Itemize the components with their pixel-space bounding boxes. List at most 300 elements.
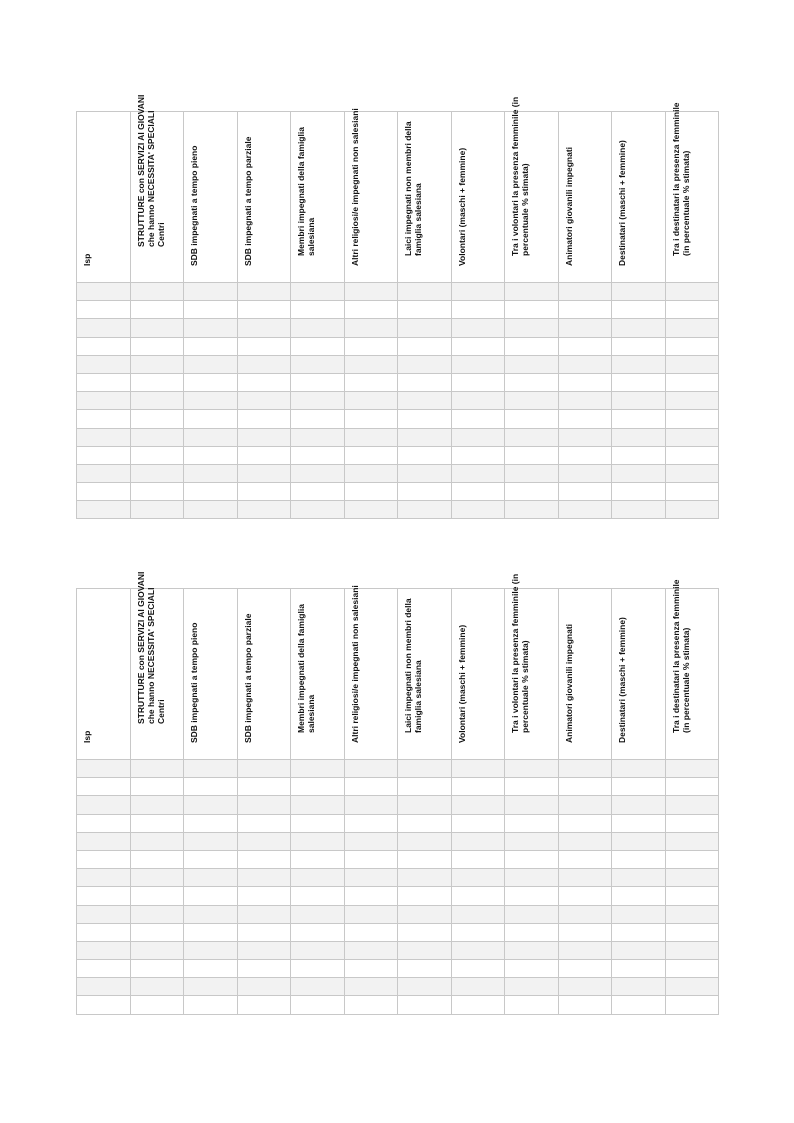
- table-cell[interactable]: [77, 814, 131, 832]
- table-cell[interactable]: [505, 978, 559, 996]
- table-cell[interactable]: [291, 319, 345, 337]
- table-cell[interactable]: [558, 850, 612, 868]
- table-cell[interactable]: [451, 355, 505, 373]
- table-cell[interactable]: [77, 760, 131, 778]
- table-cell[interactable]: [344, 501, 398, 519]
- table-cell[interactable]: [77, 446, 131, 464]
- table-cell[interactable]: [558, 319, 612, 337]
- table-cell[interactable]: [130, 796, 184, 814]
- table-cell[interactable]: [398, 941, 452, 959]
- table-cell[interactable]: [291, 501, 345, 519]
- table-cell[interactable]: [77, 501, 131, 519]
- table-cell[interactable]: [237, 373, 291, 391]
- table-cell[interactable]: [398, 464, 452, 482]
- table-cell[interactable]: [505, 887, 559, 905]
- table-cell[interactable]: [344, 850, 398, 868]
- table-cell[interactable]: [184, 796, 238, 814]
- table-cell[interactable]: [291, 392, 345, 410]
- table-cell[interactable]: [665, 796, 719, 814]
- table-cell[interactable]: [398, 996, 452, 1014]
- table-cell[interactable]: [344, 869, 398, 887]
- table-cell[interactable]: [344, 337, 398, 355]
- table-cell[interactable]: [505, 960, 559, 978]
- table-cell[interactable]: [505, 941, 559, 959]
- table-cell[interactable]: [344, 283, 398, 301]
- table-cell[interactable]: [184, 869, 238, 887]
- table-cell[interactable]: [77, 978, 131, 996]
- table-cell[interactable]: [558, 778, 612, 796]
- table-cell[interactable]: [344, 832, 398, 850]
- table-cell[interactable]: [291, 941, 345, 959]
- table-cell[interactable]: [505, 428, 559, 446]
- table-cell[interactable]: [398, 887, 452, 905]
- table-cell[interactable]: [665, 832, 719, 850]
- table-cell[interactable]: [184, 446, 238, 464]
- table-cell[interactable]: [451, 337, 505, 355]
- table-cell[interactable]: [184, 301, 238, 319]
- table-cell[interactable]: [558, 832, 612, 850]
- table-cell[interactable]: [184, 355, 238, 373]
- table-cell[interactable]: [398, 978, 452, 996]
- table-cell[interactable]: [130, 301, 184, 319]
- table-cell[interactable]: [130, 978, 184, 996]
- table-cell[interactable]: [184, 392, 238, 410]
- table-cell[interactable]: [237, 869, 291, 887]
- table-cell[interactable]: [612, 814, 666, 832]
- table-cell[interactable]: [77, 996, 131, 1014]
- table-cell[interactable]: [505, 464, 559, 482]
- table-cell[interactable]: [398, 778, 452, 796]
- table-cell[interactable]: [451, 850, 505, 868]
- table-cell[interactable]: [398, 301, 452, 319]
- table-cell[interactable]: [398, 392, 452, 410]
- table-cell[interactable]: [291, 923, 345, 941]
- table-cell[interactable]: [665, 501, 719, 519]
- table-cell[interactable]: [612, 483, 666, 501]
- table-cell[interactable]: [77, 483, 131, 501]
- table-cell[interactable]: [77, 887, 131, 905]
- table-cell[interactable]: [398, 850, 452, 868]
- table-cell[interactable]: [130, 428, 184, 446]
- table-cell[interactable]: [291, 978, 345, 996]
- table-cell[interactable]: [130, 887, 184, 905]
- table-cell[interactable]: [184, 428, 238, 446]
- table-cell[interactable]: [665, 905, 719, 923]
- table-cell[interactable]: [237, 464, 291, 482]
- table-cell[interactable]: [451, 923, 505, 941]
- table-cell[interactable]: [505, 301, 559, 319]
- table-cell[interactable]: [612, 923, 666, 941]
- table-cell[interactable]: [237, 301, 291, 319]
- table-cell[interactable]: [558, 996, 612, 1014]
- table-cell[interactable]: [77, 373, 131, 391]
- table-cell[interactable]: [130, 996, 184, 1014]
- table-cell[interactable]: [558, 941, 612, 959]
- table-cell[interactable]: [665, 392, 719, 410]
- table-cell[interactable]: [451, 373, 505, 391]
- table-cell[interactable]: [130, 869, 184, 887]
- table-cell[interactable]: [130, 373, 184, 391]
- table-cell[interactable]: [398, 796, 452, 814]
- table-cell[interactable]: [130, 960, 184, 978]
- table-cell[interactable]: [291, 464, 345, 482]
- table-cell[interactable]: [558, 905, 612, 923]
- table-cell[interactable]: [665, 319, 719, 337]
- table-cell[interactable]: [184, 923, 238, 941]
- table-cell[interactable]: [237, 428, 291, 446]
- table-cell[interactable]: [612, 319, 666, 337]
- table-cell[interactable]: [237, 978, 291, 996]
- table-cell[interactable]: [505, 355, 559, 373]
- table-cell[interactable]: [558, 337, 612, 355]
- table-cell[interactable]: [77, 832, 131, 850]
- table-cell[interactable]: [505, 446, 559, 464]
- table-cell[interactable]: [665, 869, 719, 887]
- table-cell[interactable]: [451, 446, 505, 464]
- table-cell[interactable]: [184, 996, 238, 1014]
- table-cell[interactable]: [184, 778, 238, 796]
- table-cell[interactable]: [665, 887, 719, 905]
- table-cell[interactable]: [451, 905, 505, 923]
- table-cell[interactable]: [558, 464, 612, 482]
- table-cell[interactable]: [184, 319, 238, 337]
- table-cell[interactable]: [665, 464, 719, 482]
- table-cell[interactable]: [398, 905, 452, 923]
- table-cell[interactable]: [398, 319, 452, 337]
- table-cell[interactable]: [344, 778, 398, 796]
- table-cell[interactable]: [130, 283, 184, 301]
- table-cell[interactable]: [665, 960, 719, 978]
- table-cell[interactable]: [612, 778, 666, 796]
- table-cell[interactable]: [344, 464, 398, 482]
- table-cell[interactable]: [398, 446, 452, 464]
- table-cell[interactable]: [398, 869, 452, 887]
- table-cell[interactable]: [130, 814, 184, 832]
- table-cell[interactable]: [612, 392, 666, 410]
- table-cell[interactable]: [344, 355, 398, 373]
- table-cell[interactable]: [665, 760, 719, 778]
- table-cell[interactable]: [612, 850, 666, 868]
- table-cell[interactable]: [77, 319, 131, 337]
- table-cell[interactable]: [451, 978, 505, 996]
- table-cell[interactable]: [505, 373, 559, 391]
- table-cell[interactable]: [612, 978, 666, 996]
- table-cell[interactable]: [237, 483, 291, 501]
- table-cell[interactable]: [291, 760, 345, 778]
- table-cell[interactable]: [451, 960, 505, 978]
- table-cell[interactable]: [291, 283, 345, 301]
- table-cell[interactable]: [398, 355, 452, 373]
- table-cell[interactable]: [77, 960, 131, 978]
- table-cell[interactable]: [451, 887, 505, 905]
- table-cell[interactable]: [291, 960, 345, 978]
- table-cell[interactable]: [291, 905, 345, 923]
- table-cell[interactable]: [130, 778, 184, 796]
- table-cell[interactable]: [77, 428, 131, 446]
- table-cell[interactable]: [344, 483, 398, 501]
- table-cell[interactable]: [612, 905, 666, 923]
- table-cell[interactable]: [665, 778, 719, 796]
- table-cell[interactable]: [344, 814, 398, 832]
- table-cell[interactable]: [237, 960, 291, 978]
- table-cell[interactable]: [184, 960, 238, 978]
- table-cell[interactable]: [237, 410, 291, 428]
- table-cell[interactable]: [558, 869, 612, 887]
- table-cell[interactable]: [130, 319, 184, 337]
- table-cell[interactable]: [558, 501, 612, 519]
- table-cell[interactable]: [558, 796, 612, 814]
- table-cell[interactable]: [398, 483, 452, 501]
- table-cell[interactable]: [505, 392, 559, 410]
- table-cell[interactable]: [77, 392, 131, 410]
- table-cell[interactable]: [344, 905, 398, 923]
- table-cell[interactable]: [612, 796, 666, 814]
- table-cell[interactable]: [291, 410, 345, 428]
- table-cell[interactable]: [130, 337, 184, 355]
- table-cell[interactable]: [344, 410, 398, 428]
- table-cell[interactable]: [291, 850, 345, 868]
- table-cell[interactable]: [184, 905, 238, 923]
- table-cell[interactable]: [237, 355, 291, 373]
- table-cell[interactable]: [77, 778, 131, 796]
- table-cell[interactable]: [451, 760, 505, 778]
- table-cell[interactable]: [451, 941, 505, 959]
- table-cell[interactable]: [558, 923, 612, 941]
- table-cell[interactable]: [184, 501, 238, 519]
- table-cell[interactable]: [130, 923, 184, 941]
- table-cell[interactable]: [505, 996, 559, 1014]
- table-cell[interactable]: [612, 996, 666, 1014]
- table-cell[interactable]: [291, 483, 345, 501]
- table-cell[interactable]: [451, 869, 505, 887]
- table-cell[interactable]: [184, 814, 238, 832]
- table-cell[interactable]: [77, 905, 131, 923]
- table-cell[interactable]: [291, 355, 345, 373]
- table-cell[interactable]: [612, 373, 666, 391]
- table-cell[interactable]: [344, 319, 398, 337]
- table-cell[interactable]: [451, 301, 505, 319]
- table-cell[interactable]: [558, 392, 612, 410]
- table-cell[interactable]: [665, 446, 719, 464]
- table-cell[interactable]: [558, 960, 612, 978]
- table-cell[interactable]: [665, 355, 719, 373]
- table-cell[interactable]: [344, 960, 398, 978]
- table-cell[interactable]: [291, 373, 345, 391]
- table-cell[interactable]: [237, 446, 291, 464]
- table-cell[interactable]: [130, 410, 184, 428]
- table-cell[interactable]: [451, 501, 505, 519]
- table-cell[interactable]: [612, 887, 666, 905]
- table-cell[interactable]: [612, 832, 666, 850]
- table-cell[interactable]: [612, 283, 666, 301]
- table-cell[interactable]: [558, 355, 612, 373]
- table-cell[interactable]: [291, 778, 345, 796]
- table-cell[interactable]: [344, 428, 398, 446]
- table-cell[interactable]: [505, 832, 559, 850]
- table-cell[interactable]: [451, 814, 505, 832]
- table-cell[interactable]: [505, 814, 559, 832]
- table-cell[interactable]: [130, 501, 184, 519]
- table-cell[interactable]: [291, 428, 345, 446]
- table-cell[interactable]: [237, 760, 291, 778]
- table-cell[interactable]: [291, 796, 345, 814]
- table-cell[interactable]: [558, 483, 612, 501]
- table-cell[interactable]: [451, 996, 505, 1014]
- table-cell[interactable]: [398, 337, 452, 355]
- table-cell[interactable]: [612, 869, 666, 887]
- table-cell[interactable]: [505, 501, 559, 519]
- table-cell[interactable]: [451, 483, 505, 501]
- table-cell[interactable]: [130, 905, 184, 923]
- table-cell[interactable]: [130, 941, 184, 959]
- table-cell[interactable]: [237, 905, 291, 923]
- table-cell[interactable]: [612, 464, 666, 482]
- table-cell[interactable]: [558, 373, 612, 391]
- table-cell[interactable]: [558, 814, 612, 832]
- table-cell[interactable]: [665, 923, 719, 941]
- table-cell[interactable]: [291, 996, 345, 1014]
- table-cell[interactable]: [237, 337, 291, 355]
- table-cell[interactable]: [184, 337, 238, 355]
- table-cell[interactable]: [237, 392, 291, 410]
- table-cell[interactable]: [291, 301, 345, 319]
- table-cell[interactable]: [398, 760, 452, 778]
- table-cell[interactable]: [77, 850, 131, 868]
- table-cell[interactable]: [398, 814, 452, 832]
- table-cell[interactable]: [291, 832, 345, 850]
- table-cell[interactable]: [130, 483, 184, 501]
- table-cell[interactable]: [237, 814, 291, 832]
- table-cell[interactable]: [398, 283, 452, 301]
- table-cell[interactable]: [558, 283, 612, 301]
- table-cell[interactable]: [505, 760, 559, 778]
- table-cell[interactable]: [612, 410, 666, 428]
- table-cell[interactable]: [665, 996, 719, 1014]
- table-cell[interactable]: [291, 814, 345, 832]
- table-cell[interactable]: [398, 410, 452, 428]
- table-cell[interactable]: [665, 814, 719, 832]
- table-cell[interactable]: [505, 869, 559, 887]
- table-cell[interactable]: [291, 446, 345, 464]
- table-cell[interactable]: [344, 923, 398, 941]
- table-cell[interactable]: [237, 850, 291, 868]
- table-cell[interactable]: [665, 410, 719, 428]
- table-cell[interactable]: [237, 796, 291, 814]
- table-cell[interactable]: [237, 923, 291, 941]
- table-cell[interactable]: [184, 373, 238, 391]
- table-cell[interactable]: [291, 869, 345, 887]
- table-cell[interactable]: [77, 337, 131, 355]
- table-cell[interactable]: [77, 941, 131, 959]
- table-cell[interactable]: [344, 301, 398, 319]
- table-cell[interactable]: [237, 319, 291, 337]
- table-cell[interactable]: [398, 428, 452, 446]
- table-cell[interactable]: [612, 355, 666, 373]
- table-cell[interactable]: [612, 301, 666, 319]
- table-cell[interactable]: [558, 410, 612, 428]
- table-cell[interactable]: [237, 283, 291, 301]
- table-cell[interactable]: [237, 778, 291, 796]
- table-cell[interactable]: [451, 832, 505, 850]
- table-cell[interactable]: [612, 428, 666, 446]
- table-cell[interactable]: [77, 796, 131, 814]
- table-cell[interactable]: [344, 392, 398, 410]
- table-cell[interactable]: [612, 960, 666, 978]
- table-cell[interactable]: [505, 483, 559, 501]
- table-cell[interactable]: [612, 760, 666, 778]
- table-cell[interactable]: [130, 355, 184, 373]
- table-cell[interactable]: [451, 410, 505, 428]
- table-cell[interactable]: [344, 996, 398, 1014]
- table-cell[interactable]: [558, 760, 612, 778]
- table-cell[interactable]: [558, 887, 612, 905]
- table-cell[interactable]: [77, 410, 131, 428]
- table-cell[interactable]: [237, 887, 291, 905]
- table-cell[interactable]: [612, 501, 666, 519]
- table-cell[interactable]: [451, 796, 505, 814]
- table-cell[interactable]: [398, 501, 452, 519]
- table-cell[interactable]: [398, 923, 452, 941]
- table-cell[interactable]: [184, 410, 238, 428]
- table-cell[interactable]: [344, 796, 398, 814]
- table-cell[interactable]: [237, 941, 291, 959]
- table-cell[interactable]: [184, 483, 238, 501]
- table-cell[interactable]: [291, 887, 345, 905]
- table-cell[interactable]: [665, 850, 719, 868]
- table-cell[interactable]: [558, 428, 612, 446]
- table-cell[interactable]: [665, 301, 719, 319]
- table-cell[interactable]: [184, 978, 238, 996]
- table-cell[interactable]: [612, 337, 666, 355]
- table-cell[interactable]: [665, 941, 719, 959]
- table-cell[interactable]: [612, 446, 666, 464]
- table-cell[interactable]: [505, 796, 559, 814]
- table-cell[interactable]: [184, 941, 238, 959]
- table-cell[interactable]: [665, 283, 719, 301]
- table-cell[interactable]: [344, 760, 398, 778]
- table-cell[interactable]: [77, 355, 131, 373]
- table-cell[interactable]: [237, 996, 291, 1014]
- table-cell[interactable]: [130, 850, 184, 868]
- table-cell[interactable]: [451, 428, 505, 446]
- table-cell[interactable]: [398, 960, 452, 978]
- table-cell[interactable]: [665, 373, 719, 391]
- table-cell[interactable]: [184, 887, 238, 905]
- table-cell[interactable]: [184, 464, 238, 482]
- table-cell[interactable]: [505, 778, 559, 796]
- table-cell[interactable]: [558, 978, 612, 996]
- table-cell[interactable]: [77, 464, 131, 482]
- table-cell[interactable]: [184, 832, 238, 850]
- table-cell[interactable]: [184, 760, 238, 778]
- table-cell[interactable]: [612, 941, 666, 959]
- table-cell[interactable]: [130, 446, 184, 464]
- table-cell[interactable]: [237, 501, 291, 519]
- table-cell[interactable]: [77, 869, 131, 887]
- table-cell[interactable]: [344, 887, 398, 905]
- table-cell[interactable]: [130, 760, 184, 778]
- table-cell[interactable]: [505, 337, 559, 355]
- table-cell[interactable]: [77, 923, 131, 941]
- table-cell[interactable]: [665, 483, 719, 501]
- table-cell[interactable]: [451, 319, 505, 337]
- table-cell[interactable]: [291, 337, 345, 355]
- table-cell[interactable]: [665, 337, 719, 355]
- table-cell[interactable]: [77, 283, 131, 301]
- table-cell[interactable]: [665, 978, 719, 996]
- table-cell[interactable]: [558, 301, 612, 319]
- table-cell[interactable]: [505, 319, 559, 337]
